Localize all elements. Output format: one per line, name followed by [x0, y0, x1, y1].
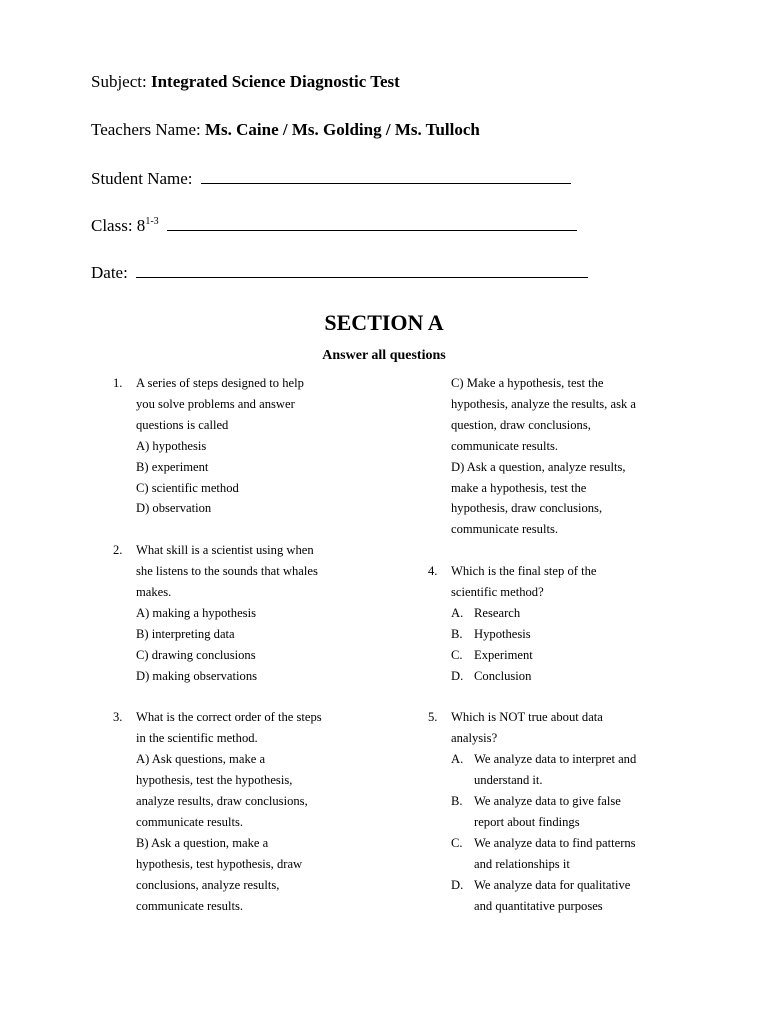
option-letter: C. — [451, 647, 463, 662]
answer-option: A) making a hypothesis — [136, 605, 256, 620]
subject-line — [91, 72, 400, 92]
answer-option: D) observation — [136, 501, 212, 516]
answer-option: C) scientific method — [136, 480, 239, 495]
option-text: We analyze data for qualitative — [474, 877, 631, 892]
answer-option: C) Make a hypothesis, test the — [451, 376, 604, 390]
answer-option-continued: conclusions, analyze results, — [136, 877, 280, 892]
question-stem-line: analysis? — [451, 731, 498, 746]
option-letter: C. — [451, 835, 463, 850]
option-text: We analyze data to give false — [474, 794, 621, 809]
question-stem-line: Which is the final step of the — [451, 564, 597, 579]
option-letter: A. — [451, 605, 464, 620]
class-line — [91, 215, 577, 236]
question-number: 4. — [428, 564, 438, 579]
answer-option-continued: hypothesis, test hypothesis, draw — [136, 856, 303, 871]
date-label: Date: — [91, 263, 128, 282]
question-stem-line: in the scientific method. — [136, 731, 258, 746]
option-text: Research — [474, 605, 521, 620]
question-3 — [113, 707, 413, 916]
option-text: We analyze data to find patterns — [474, 835, 636, 850]
answer-option: A) Ask questions, make a — [136, 752, 266, 767]
answer-option-continued: hypothesis, draw conclusions, — [451, 501, 603, 516]
option-letter: A. — [451, 752, 464, 767]
date-line — [91, 262, 588, 283]
spacer — [113, 687, 413, 708]
answer-option — [451, 875, 708, 917]
right-column — [428, 373, 708, 917]
student-name-label: Student Name: — [91, 169, 193, 188]
option-text: Hypothesis — [474, 626, 531, 641]
question-5 — [428, 707, 708, 916]
answer-option-continued: hypothesis, test the hypothesis, — [136, 773, 293, 788]
question-number: 2. — [113, 543, 123, 558]
option-letter: D. — [451, 668, 464, 683]
spacer — [113, 519, 413, 540]
question-number: 3. — [113, 710, 123, 725]
answer-option: D) making observations — [136, 668, 258, 683]
answer-option-continued: question, draw conclusions, — [451, 417, 591, 432]
answer-option — [451, 624, 708, 645]
option-letter: B. — [451, 626, 463, 641]
answer-option: C) drawing conclusions — [136, 647, 256, 662]
question-stem-line: A series of steps designed to help — [136, 376, 304, 390]
question-number: 5. — [428, 710, 438, 725]
option-text: We analyze data to interpret and — [474, 752, 637, 767]
option-text: understand it. — [474, 773, 543, 788]
option-list — [451, 749, 708, 916]
answer-option — [451, 833, 708, 875]
answer-option-continued: analyze results, draw conclusions, — [136, 794, 308, 809]
question-number: 1. — [113, 376, 123, 390]
spacer — [428, 540, 708, 561]
subject-value: Integrated Science Diagnostic Test — [150, 72, 400, 91]
answer-option — [451, 645, 708, 666]
teachers-value: Ms. Caine / Ms. Golding / Ms. Tulloch — [204, 120, 480, 139]
answer-option: D) Ask a question, analyze results, — [451, 459, 626, 474]
question-stem-line: What is the correct order of the steps — [136, 710, 322, 725]
date-blank[interactable] — [136, 262, 588, 278]
option-text: report about findings — [474, 815, 580, 829]
option-letter: D. — [451, 877, 464, 892]
teachers-label: Teachers Name: — [91, 120, 201, 139]
spacer — [428, 687, 708, 708]
left-column — [113, 373, 413, 917]
class-superscript: 1-3 — [145, 216, 159, 227]
question-stem-line: makes. — [136, 585, 172, 600]
answer-option-continued: communicate results. — [136, 898, 244, 913]
option-letter: B. — [451, 794, 463, 809]
answer-option — [451, 749, 708, 791]
answer-option-continued: hypothesis, analyze the results, ask a — [451, 396, 637, 411]
answer-option-continued: communicate results. — [136, 815, 244, 829]
question-stem-line: questions is called — [136, 417, 229, 432]
question-stem-line: Which is NOT true about data — [451, 710, 603, 725]
option-list — [451, 603, 708, 687]
question-stem-line: you solve problems and answer — [136, 396, 295, 411]
answer-option: B) experiment — [136, 459, 209, 474]
subject-label: Subject: — [91, 72, 147, 91]
class-label: Class: 8 — [91, 216, 146, 235]
question-2 — [113, 540, 413, 686]
section-subtitle: Answer all questions — [322, 348, 446, 363]
option-text: Conclusion — [474, 668, 532, 683]
answer-option: B) interpreting data — [136, 626, 235, 641]
answer-option — [451, 791, 708, 833]
question-stem-line: What skill is a scientist using when — [136, 543, 314, 558]
answer-option-continued: communicate results. — [451, 438, 559, 453]
question-stem-line: she listens to the sounds that whales — [136, 564, 318, 579]
question-3-continued — [428, 373, 708, 540]
answer-option: B) Ask a question, make a — [136, 835, 269, 850]
answer-option — [451, 603, 708, 624]
answer-option-continued: make a hypothesis, test the — [451, 480, 587, 495]
answer-option-continued: communicate results. — [451, 522, 559, 537]
question-stem-line: scientific method? — [451, 585, 544, 600]
option-text: Experiment — [474, 647, 533, 662]
student-name-line — [91, 168, 571, 189]
section-title: SECTION A — [324, 310, 444, 335]
answer-option: A) hypothesis — [136, 438, 207, 453]
question-1 — [113, 373, 413, 519]
option-text: and relationships it — [474, 856, 570, 871]
option-text: and quantitative purposes — [474, 898, 603, 913]
class-blank[interactable] — [167, 215, 577, 231]
answer-option — [451, 666, 708, 687]
teachers-line — [91, 120, 480, 140]
student-name-blank[interactable] — [201, 168, 571, 184]
question-4 — [428, 561, 708, 686]
